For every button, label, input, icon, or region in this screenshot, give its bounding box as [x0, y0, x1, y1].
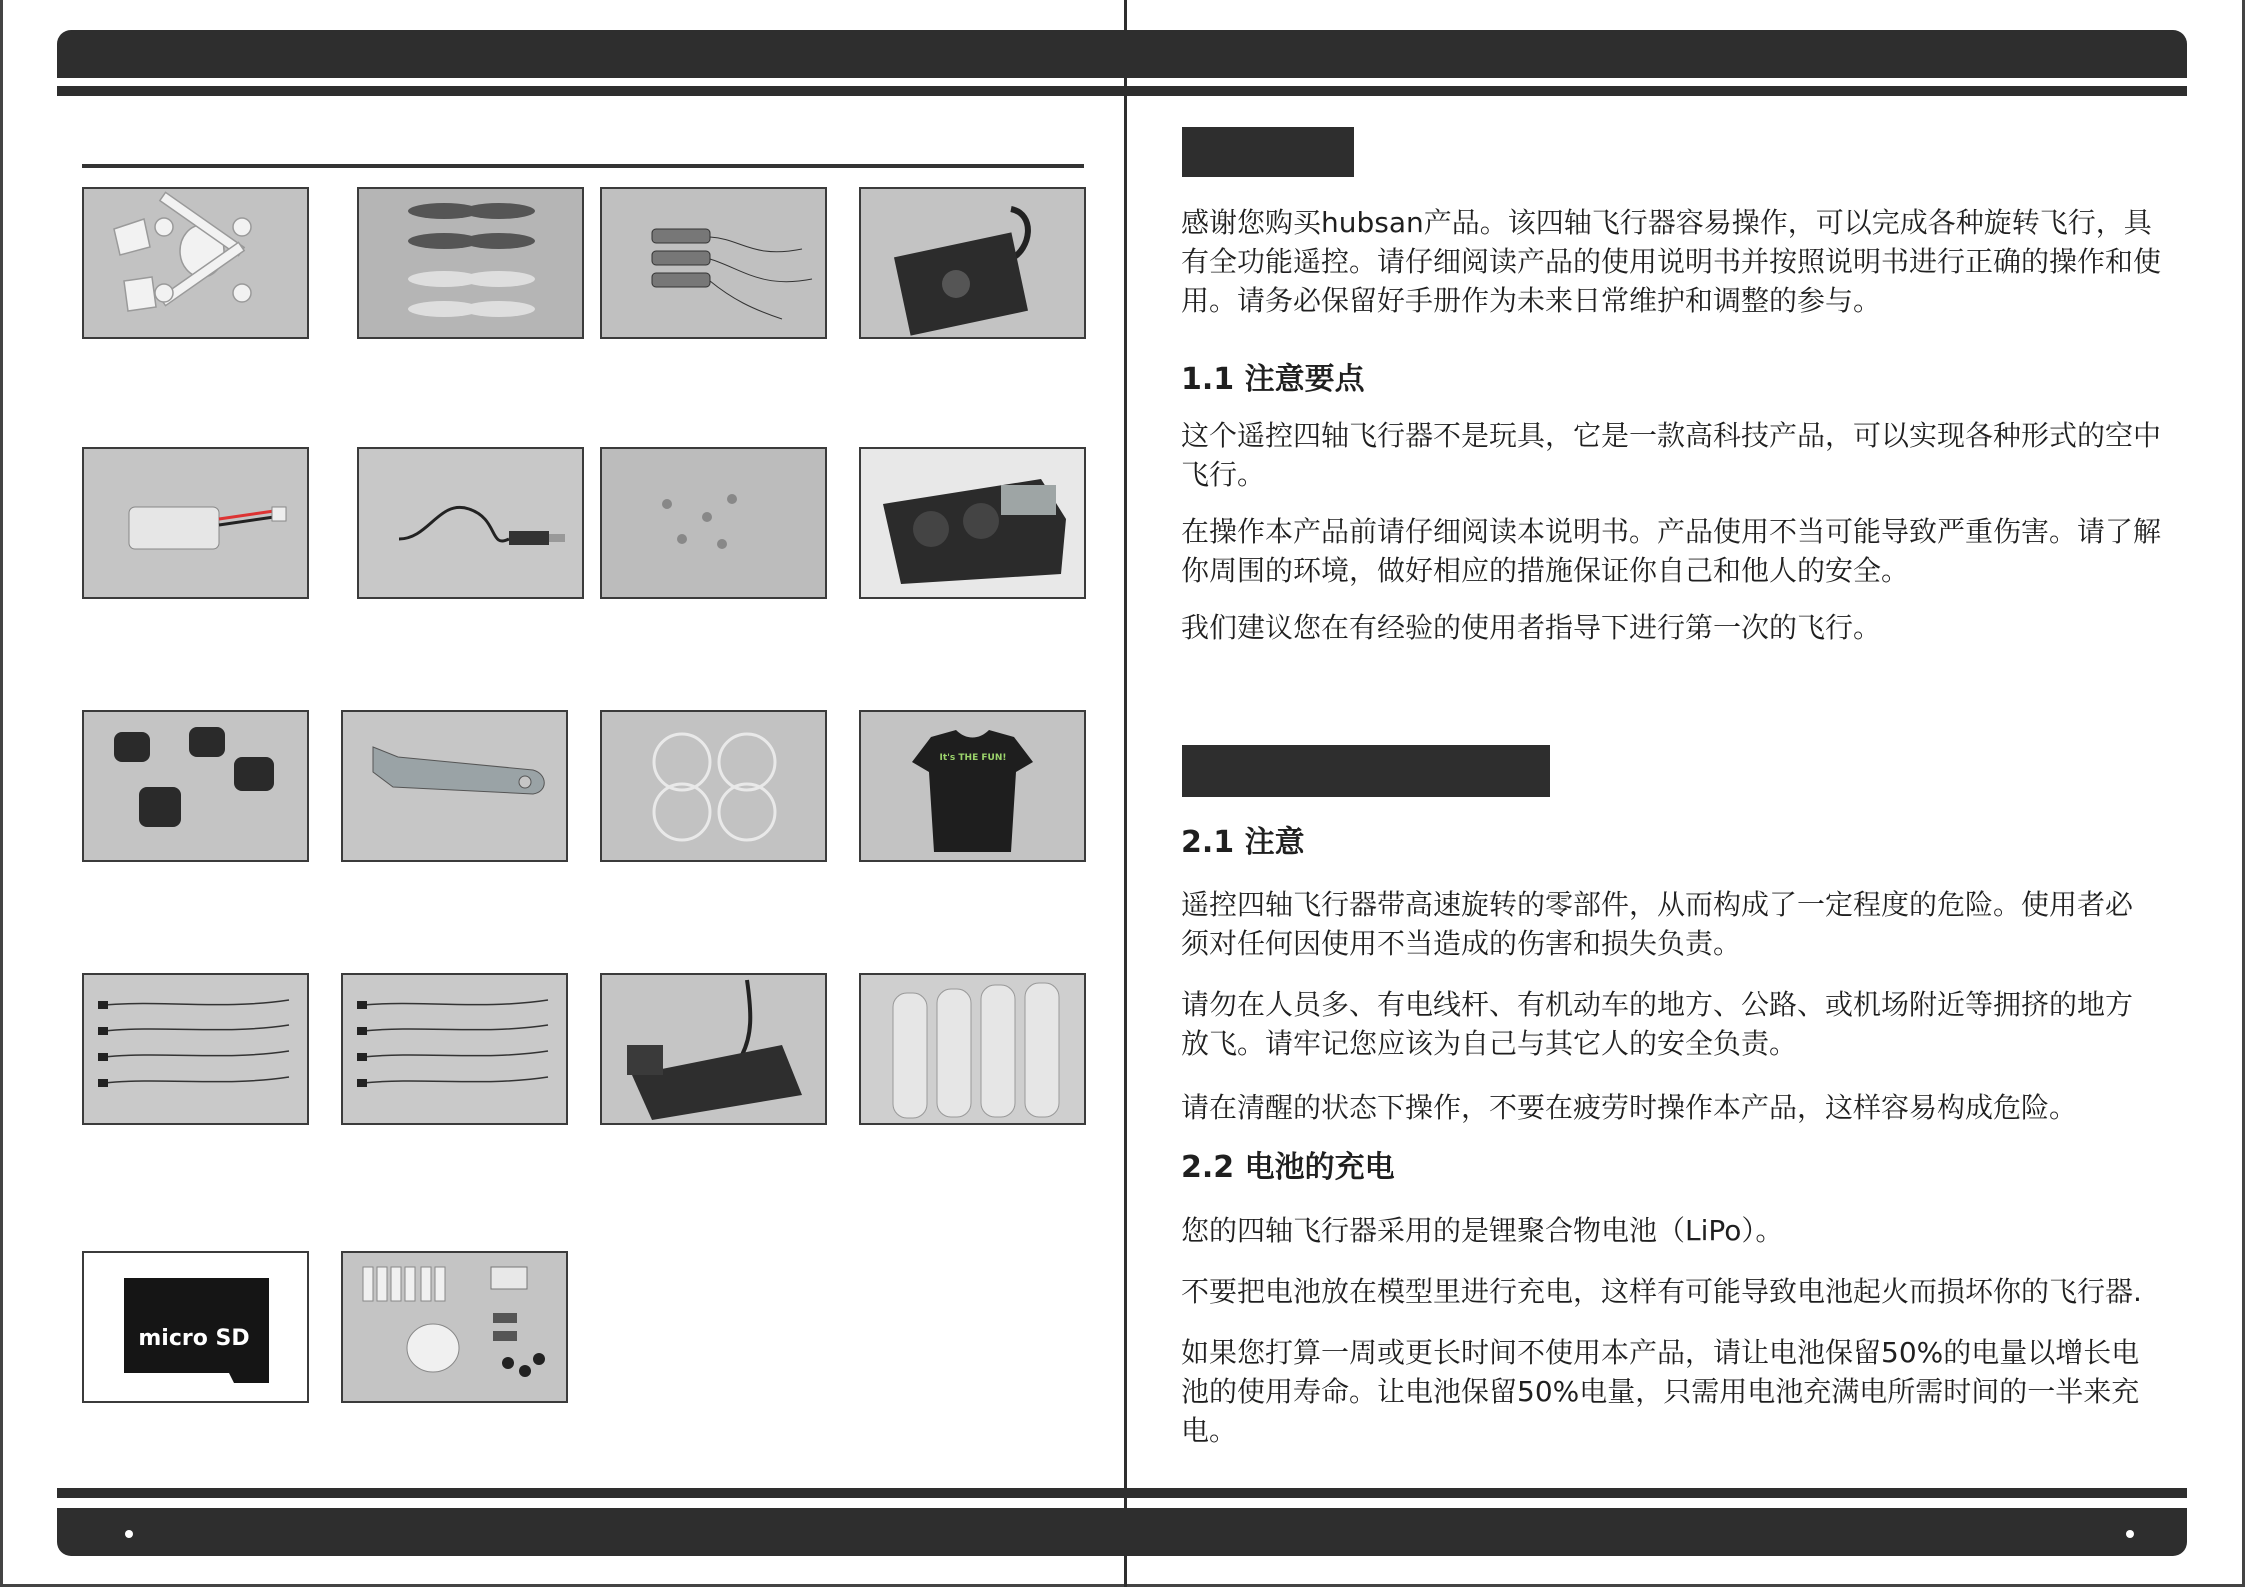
circuit-board-icon: [861, 189, 1084, 337]
motors-icon: [602, 189, 825, 337]
footer-band: [57, 1508, 2187, 1556]
section-heading-rule: [82, 164, 1084, 168]
part-image-aa-batteries: [859, 973, 1086, 1125]
t-shirt-print-text: It's THE FUN!: [939, 753, 1007, 763]
footer-rule: [57, 1488, 2187, 1498]
part-image-motors: [600, 187, 827, 339]
intro-paragraph: 感谢您购买hubsan产品。该四轴飞行器容易操作，可以完成各种旋转飞行，具 有全功能遥控。请仔细阅读产品的使用说明书并按照说明书进行正确的操作和使 用。请务必保留好手册作为未来日常维护和调整的参与。: [1181, 206, 2162, 317]
microsd-logo-text: micro SD: [138, 1326, 250, 1351]
part-image-lipo-battery: [82, 447, 309, 599]
header-rule: [57, 86, 2187, 96]
part-image-motor-cables-b: [341, 973, 568, 1125]
part-image-propellers: [357, 187, 584, 339]
section-1-heading-block: [1182, 127, 1354, 177]
part-image-usb-charger: [357, 447, 584, 599]
header-band: [57, 30, 2187, 78]
part-image-flight-controller-board: [859, 187, 1086, 339]
part-image-t-shirt: [859, 710, 1086, 862]
camera-board-icon: [602, 975, 825, 1123]
part-image-parts-overview: [341, 1251, 568, 1403]
section-2-2-paragraph-1: 您的四轴飞行器采用的是锂聚合物电池（LiPo）。: [1181, 1214, 1784, 1247]
wrench-icon: [343, 712, 566, 860]
part-image-screws: [600, 447, 827, 599]
t-shirt-icon: [861, 712, 1084, 860]
propellers-icon: [359, 189, 582, 337]
section-2-2-paragraph-3: 如果您打算一周或更长时间不使用本产品，请让电池保留50%的电量以增长电 池的使用寿命。让电池保留50%电量，只需用电池充满电所需时间的一半来充 电。: [1181, 1336, 2140, 1447]
section-2-2-paragraph-2: 不要把电池放在模型里进行充电，这样有可能导致电池起火而损坏你的飞行器.: [1181, 1275, 2142, 1308]
section-2-1-paragraph-1: 遥控四轴飞行器带高速旋转的零部件，从而构成了一定程度的危险。使用者必 须对任何因使用不当造成的伤害和损失负责。: [1181, 888, 2134, 960]
section-2-1-paragraph-3: 请在清醒的状态下操作，不要在疲劳时操作本产品，这样容易构成危险。: [1181, 1091, 2078, 1124]
usb-cable-icon: [359, 449, 582, 597]
section-2-heading-block: [1182, 745, 1550, 797]
page-marker-left: [125, 1530, 133, 1538]
transmitter-icon: [861, 449, 1084, 597]
section-1-1-paragraph-2: 在操作本产品前请仔细阅读本说明书。产品使用不当可能导致严重伤害。请了解 你周围的环境，做好相应的措施保证你自己和他人的安全。: [1181, 515, 2162, 587]
quadcopter-frame-icon: [84, 189, 307, 337]
screws-icon: [602, 449, 825, 597]
part-image-microsd-card: [82, 1251, 309, 1403]
section-2-1-paragraph-2: 请勿在人员多、有电线杆、有机动车的地方、公路、或机场附近等拥挤的地方 放飞。请牢记您应该为自己与其它人的安全负责。: [1181, 988, 2134, 1060]
page-fold: [1124, 0, 1127, 1587]
page-edge-left: [0, 0, 3, 1587]
part-image-motor-cables-a: [82, 973, 309, 1125]
aa-batteries-icon: [861, 975, 1084, 1123]
part-image-motor-bases: [82, 710, 309, 862]
parts-overview-icon: [343, 1253, 566, 1401]
part-image-camera-board: [600, 973, 827, 1125]
prop-guard-icon: [602, 712, 825, 860]
part-image-prop-guard: [600, 710, 827, 862]
cables-icon: [84, 975, 307, 1123]
microsd-card-icon: [84, 1253, 307, 1401]
section-2-1-title: 2.1 注意: [1181, 825, 1305, 860]
section-1-1-paragraph-1: 这个遥控四轴飞行器不是玩具，它是一款高科技产品，可以实现各种形式的空中 飞行。: [1181, 419, 2162, 491]
part-image-quadcopter-frame: [82, 187, 309, 339]
section-1-1-paragraph-3: 我们建议您在有经验的使用者指导下进行第一次的飞行。: [1181, 611, 1882, 644]
motor-bases-icon: [84, 712, 307, 860]
battery-icon: [84, 449, 307, 597]
section-2-2-title: 2.2 电池的充电: [1181, 1150, 1395, 1185]
cables-icon: [343, 975, 566, 1123]
page-marker-right: [2126, 1530, 2134, 1538]
part-image-wrench: [341, 710, 568, 862]
section-1-1-title: 1.1 注意要点: [1181, 362, 1365, 397]
part-image-transmitter: [859, 447, 1086, 599]
